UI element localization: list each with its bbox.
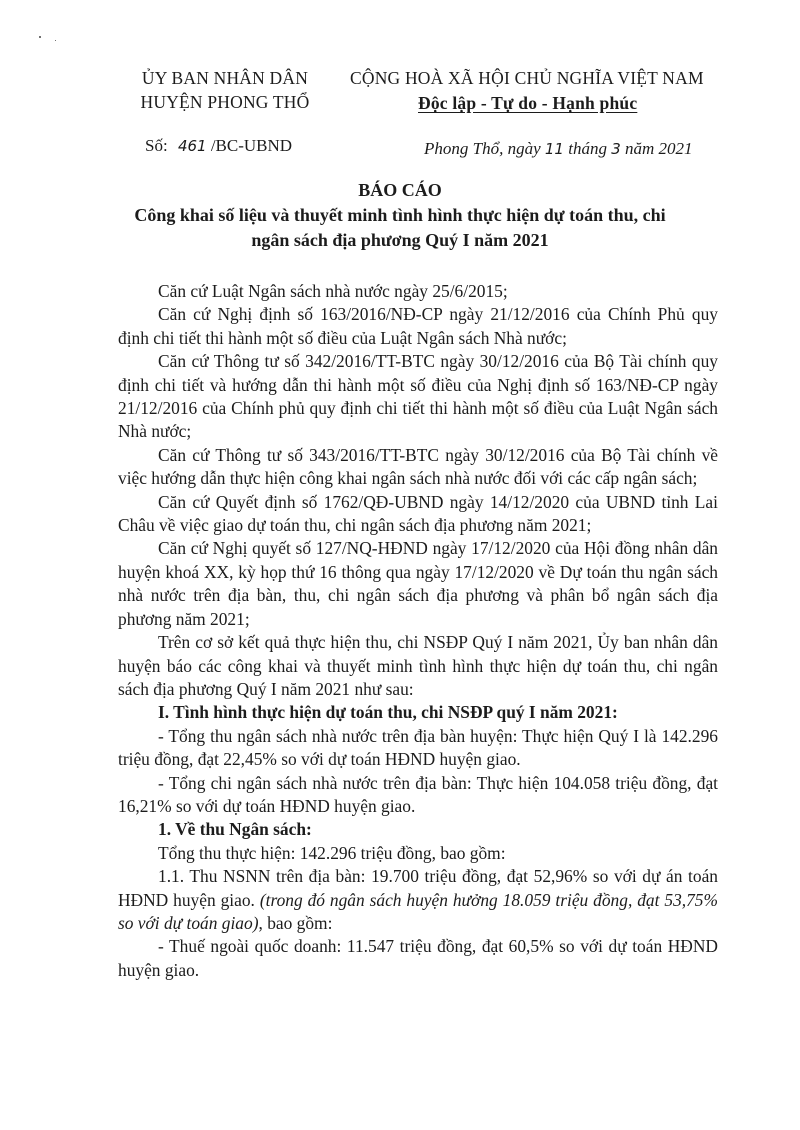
- place-date-prefix: Phong Thổ, ngày: [424, 139, 541, 158]
- legal-basis-4: Căn cứ Thông tư số 343/2016/TT-BTC ngày 30/12/2016 của Bộ Tài chính về việc hướng dẫn thực hiện công khai ngân sách nhà nước đối với các cấp ngân sách;: [118, 444, 718, 489]
- ref-suffix: /BC-UBND: [210, 136, 293, 155]
- non-state-tax-item: - Thuế ngoài quốc doanh: 11.547 triệu đồng, đạt 60,5% so với dự toán HĐND huyện giao.: [118, 936, 718, 980]
- report-subtitle-line1: Công khai số liệu và thuyết minh tình hình thực hiện dự toán thu, chi: [134, 205, 666, 225]
- item-1-1: [118, 865, 718, 935]
- place-date: [424, 139, 693, 159]
- legal-basis-6: Căn cứ Nghị quyết số 127/NQ-HĐND ngày 17/12/2020 của Hội đồng nhân dân huyện khoá XX, kỳ họp thứ 16 thông qua ngày 17/12/2020 về Dự toán thu ngân sách nhà nước trên địa bàn, thu, chi ngân sách địa phương và phân bổ ngân sách địa phương năm 2021;: [118, 538, 718, 629]
- ref-prefix: Số:: [145, 136, 168, 155]
- scan-speck: [39, 36, 41, 38]
- report-title: BÁO CÁO: [358, 180, 442, 200]
- intro-paragraph: Trên cơ sở kết quả thực hiện thu, chi NSĐP Quý I năm 2021, Ủy ban nhân dân huyện báo các công khai và thuyết minh tình hình thực hiện dự toán thu, chi ngân sách địa phương Quý I năm 2021 như sau:: [118, 632, 718, 699]
- day-handwritten: 11: [544, 140, 564, 158]
- total-collected: Tổng thu thực hiện: 142.296 triệu đồng, bao gồm:: [158, 842, 506, 863]
- legal-basis-2: Căn cứ Nghị định số 163/2016/NĐ-CP ngày 21/12/2016 của Chính Phủ quy định chi tiết thi hành một số điều của Luật Ngân sách Nhà nước;: [118, 304, 718, 348]
- subsection-1-heading: 1. Về thu Ngân sách:: [158, 819, 312, 840]
- report-body: [118, 280, 718, 982]
- year-label: năm 2021: [625, 139, 693, 158]
- item-1-1-main: 1.1. Thu NSNN trên địa bàn: 19.700 triệu đồng, đạt 52,96% so với dự án toán HĐND huyện giao.: [118, 866, 718, 910]
- document-number: [145, 136, 292, 156]
- national-motto: Độc lập - Tự do - Hạnh phúc: [418, 93, 638, 113]
- issuing-authority: ỦY BAN NHÂN DÂN: [141, 68, 309, 88]
- item-1-1-tail: , bao gồm:: [258, 912, 333, 933]
- total-expenditure-item: - Tổng chi ngân sách nhà nước trên địa bàn: Thực hiện 104.058 triệu đồng, đạt 16,21% so với dự toán HĐND huyện giao.: [118, 772, 718, 816]
- legal-basis-1: Căn cứ Luật Ngân sách nhà nước ngày 25/6/2015;: [158, 281, 508, 301]
- section-1-heading: I. Tình hình thực hiện dự toán thu, chi NSĐP quý I năm 2021:: [158, 702, 618, 723]
- month-handwritten: 3: [611, 140, 621, 158]
- month-label: tháng: [568, 139, 607, 158]
- scan-speck: [55, 40, 56, 41]
- issuing-district: HUYỆN PHONG THỔ: [140, 92, 310, 112]
- report-subtitle-line2: ngân sách địa phương Quý I năm 2021: [251, 230, 549, 250]
- legal-basis-5: Căn cứ Quyết định số 1762/QĐ-UBND ngày 14/12/2020 của UBND tỉnh Lai Châu về việc giao dự toán thu, chi ngân sách địa phương năm 2021;: [118, 491, 718, 536]
- item-1-1-note: (trong đó ngân sách huyện hưởng 18.059 triệu đồng, đạt 53,75% so với dự toán giao): [118, 889, 718, 933]
- national-title: CỘNG HOÀ XÃ HỘI CHỦ NGHĨA VIỆT NAM: [350, 68, 704, 88]
- ref-number-handwritten: 461: [177, 137, 207, 155]
- total-revenue-item: - Tổng thu ngân sách nhà nước trên địa bàn huyện: Thực hiện Quý I là 142.296 triệu đồng, đạt 22,45% so với dự toán HĐND huyện giao.: [118, 725, 718, 770]
- legal-basis-3: Căn cứ Thông tư số 342/2016/TT-BTC ngày 30/12/2016 của Bộ Tài chính quy định chi tiết và hướng dẫn thi hành một số điều của Nghị định số 163/NĐ-CP ngày 21/12/2016 của Chính phủ quy định chi tiết thi hành một số điều của Luật Ngân sách Nhà nước;: [118, 351, 718, 442]
